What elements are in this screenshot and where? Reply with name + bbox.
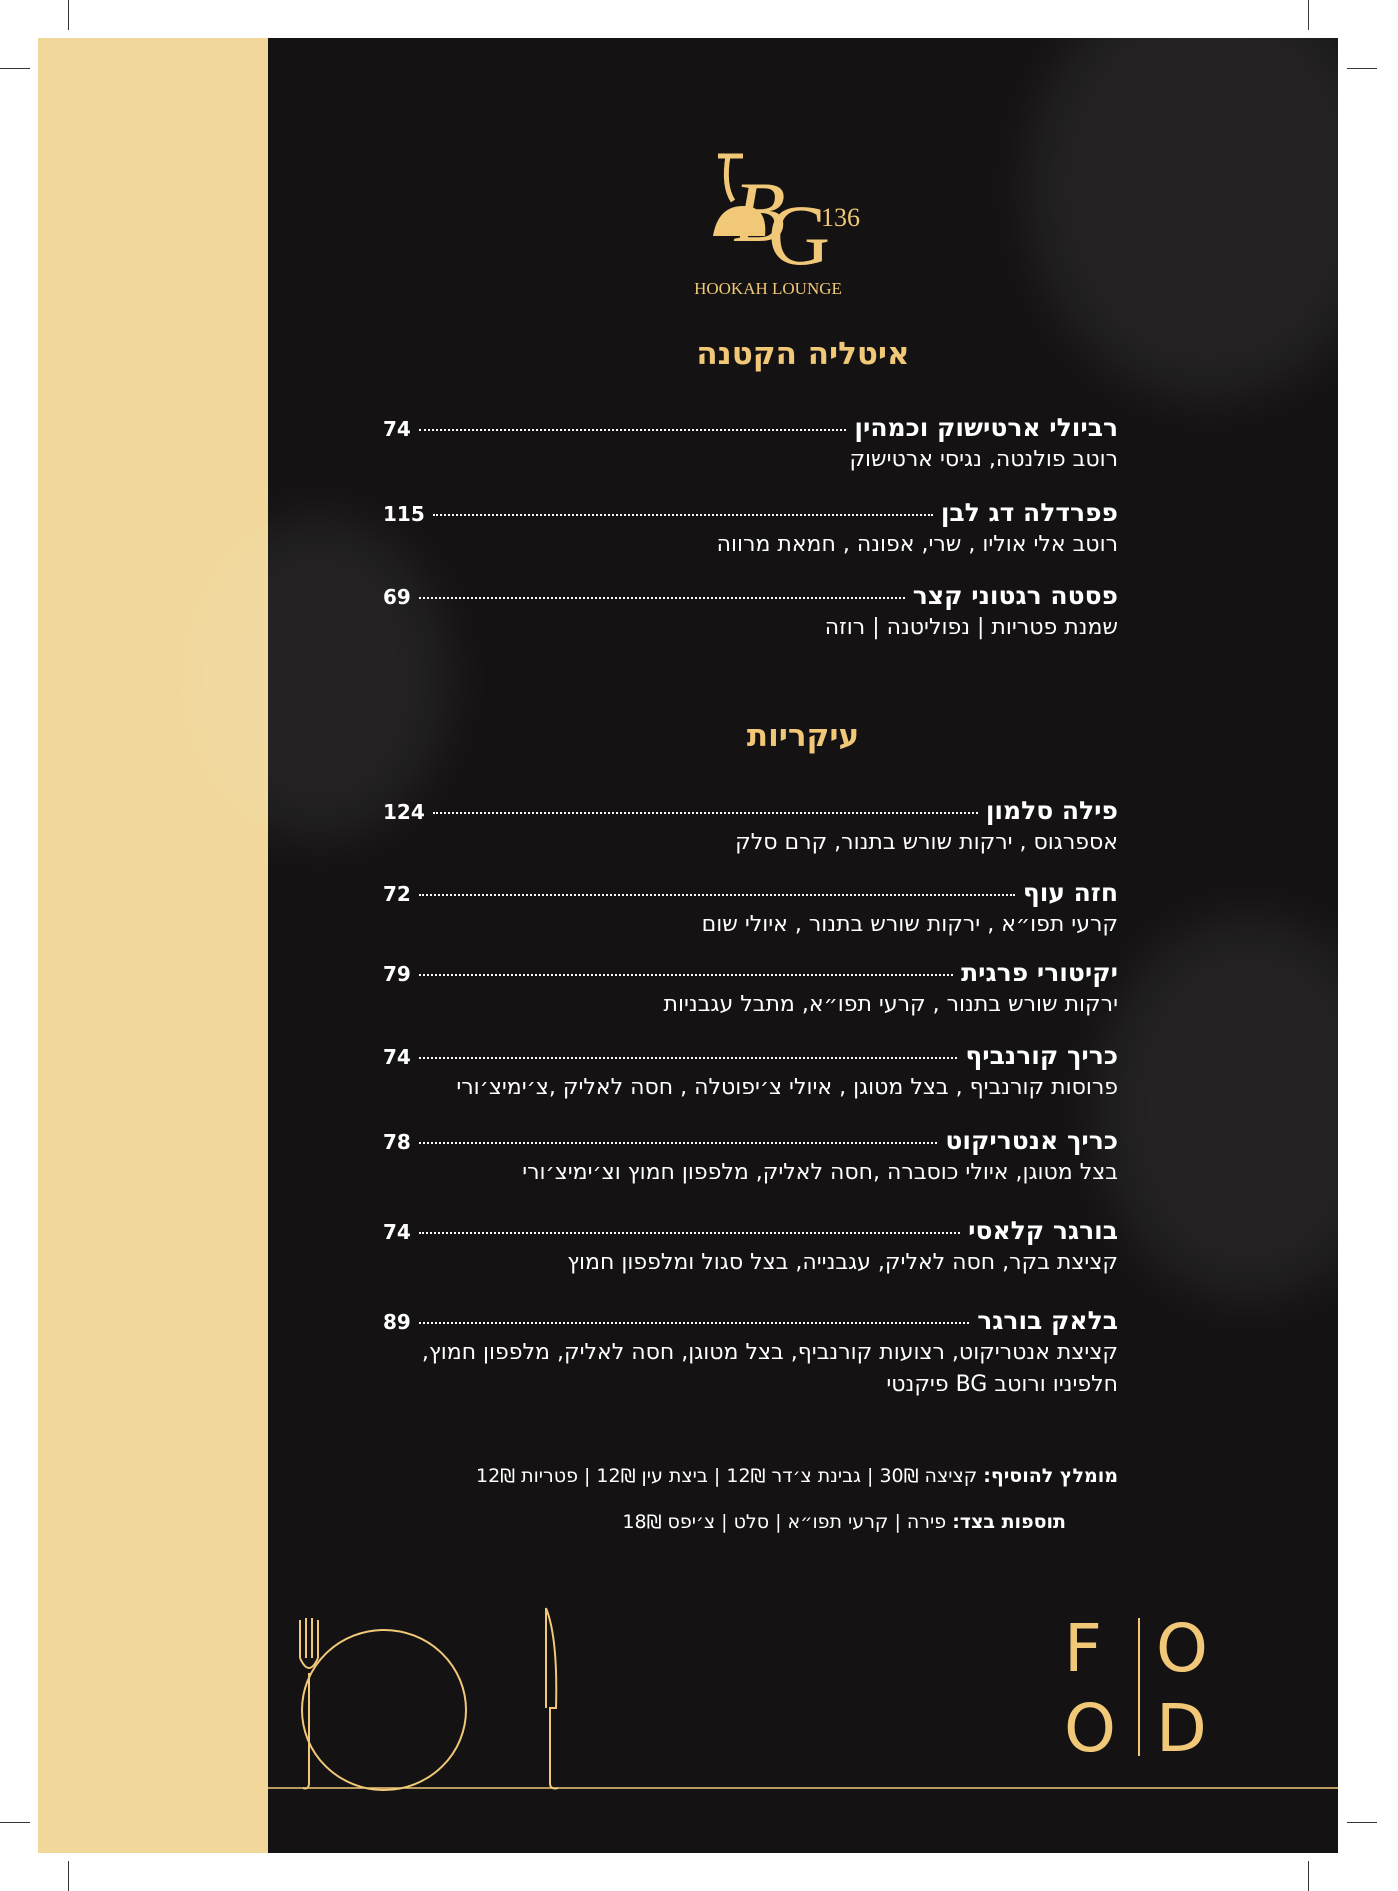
- item-name: רביולי ארטישוק וכמהין: [854, 413, 1118, 442]
- dotted-leader: [433, 514, 933, 516]
- item-description: רוטב פולנטה, נגיסי ארטישוק: [849, 447, 1118, 472]
- smoke-decoration: [188, 518, 448, 838]
- food-letter: D: [1156, 1690, 1207, 1767]
- logo-number: 136: [821, 203, 860, 232]
- item-name: פסטה רגטוני קצר: [912, 581, 1118, 610]
- item-name: פילה סלמון: [985, 796, 1118, 825]
- svg-text:B: B: [733, 164, 786, 260]
- item-name: כריך אנטריקוט: [945, 1126, 1118, 1155]
- menu-item: [383, 958, 1118, 1021]
- item-price: 74: [383, 417, 411, 441]
- recommended-label: מומלץ להוסיף:: [983, 1465, 1118, 1487]
- item-name: כריך קורנביף: [965, 1041, 1118, 1070]
- item-description: בצל מטוגן, איולי כוסברה ,חסה לאליק, מלפפון חמוץ וצ׳ימיצ׳ורי: [522, 1160, 1118, 1185]
- item-name: פפרדלה דג לבן: [940, 498, 1118, 527]
- item-price: 72: [383, 882, 411, 906]
- item-description: שמנת פטריות | נפוליטנה | רוזה: [824, 615, 1118, 640]
- menu-item: [383, 1126, 1118, 1189]
- dotted-leader: [433, 812, 978, 814]
- item-price: 89: [383, 1310, 411, 1334]
- dotted-leader: [419, 1142, 938, 1144]
- menu-item: [383, 581, 1118, 644]
- menu-item: [383, 796, 1118, 859]
- crop-mark: [68, 1861, 69, 1891]
- crop-mark: [68, 0, 69, 30]
- food-letter: O: [1064, 1690, 1116, 1767]
- item-description: אספרגוס , ירקות שורש בתנור, קרם סלק: [735, 830, 1118, 855]
- section-title-little-italy: איטליה הקטנה: [696, 336, 910, 372]
- section-title-mains: עיקריות: [746, 718, 860, 754]
- menu-item: [383, 878, 1118, 941]
- menu-item: [383, 413, 1118, 476]
- item-description: קציצת בקר, חסה לאליק, עגבנייה, בצל סגול ומלפפון חמוץ: [567, 1250, 1118, 1275]
- smoke-decoration: [1098, 918, 1398, 1298]
- item-description: קרעי תפו״א , ירקות שורש בתנור , איולי שום: [701, 912, 1118, 937]
- item-name: חזה עוף: [1022, 878, 1118, 907]
- menu-item: [383, 1306, 1118, 1401]
- menu-item: [383, 498, 1118, 561]
- svg-text:G: G: [768, 187, 831, 283]
- dotted-leader: [419, 597, 905, 599]
- item-price: 78: [383, 1130, 411, 1154]
- item-price: 124: [383, 800, 425, 824]
- brand-logo: [673, 146, 860, 306]
- menu-panel: [268, 38, 1338, 1853]
- side-addons: [622, 1511, 1066, 1533]
- item-description: קציצת אנטריקוט, רצועות קורנביף, בצל מטוגן, חסה לאליק, מלפפון חמוץ, חלפיניו ורוטב BG פיקנטי: [421, 1340, 1118, 1397]
- item-description: רוטב אלי אוליו , שרי, אפונה , חמאת מרווה: [716, 532, 1118, 557]
- crop-mark: [1347, 1822, 1377, 1823]
- item-price: 115: [383, 502, 425, 526]
- crop-mark: [0, 68, 30, 69]
- sides-text: פירה | קרעי תפו״א | סלט | צ׳יפס 18₪: [622, 1511, 947, 1533]
- dotted-leader: [419, 974, 953, 976]
- item-name: יקיטורי פרגית: [961, 958, 1118, 987]
- item-price: 74: [383, 1045, 411, 1069]
- dotted-leader: [419, 429, 847, 431]
- crop-mark: [1308, 1861, 1309, 1891]
- recommended-text: קציצה 30₪ | גבינת צ׳דר 12₪ | ביצת עין 12₪ | פטריות 12₪: [476, 1465, 978, 1487]
- item-description: ירקות שורש בתנור , קרעי תפו״א, מתבל עגבניות: [663, 992, 1118, 1017]
- dotted-leader: [419, 1057, 958, 1059]
- sides-label: תוספות בצד:: [952, 1511, 1066, 1533]
- item-price: 74: [383, 1220, 411, 1244]
- hookah-logo-icon: [673, 146, 860, 306]
- food-letter: F: [1064, 1610, 1102, 1687]
- logo-subtitle: HOOKAH LOUNGE: [694, 279, 842, 298]
- dotted-leader: [419, 1232, 960, 1234]
- dotted-leader: [419, 1322, 969, 1324]
- food-letter: O: [1156, 1610, 1208, 1687]
- menu-item: [383, 1216, 1118, 1279]
- recommended-addons: [476, 1465, 1118, 1487]
- item-name: בורגר קלאסי: [968, 1216, 1118, 1245]
- item-name: בלאק בורגר: [977, 1306, 1118, 1335]
- dotted-leader: [419, 894, 1015, 896]
- food-wordmark: [1058, 1610, 1228, 1767]
- item-description: פרוסות קורנביף , בצל מטוגן , איולי צ׳יפוטלה , חסה לאליק ,צ׳ימיצ׳ורי: [456, 1075, 1118, 1100]
- item-price: 69: [383, 585, 411, 609]
- crop-mark: [0, 1822, 30, 1823]
- menu-item: [383, 1041, 1118, 1104]
- food-divider: [1138, 1618, 1140, 1756]
- item-price: 79: [383, 962, 411, 986]
